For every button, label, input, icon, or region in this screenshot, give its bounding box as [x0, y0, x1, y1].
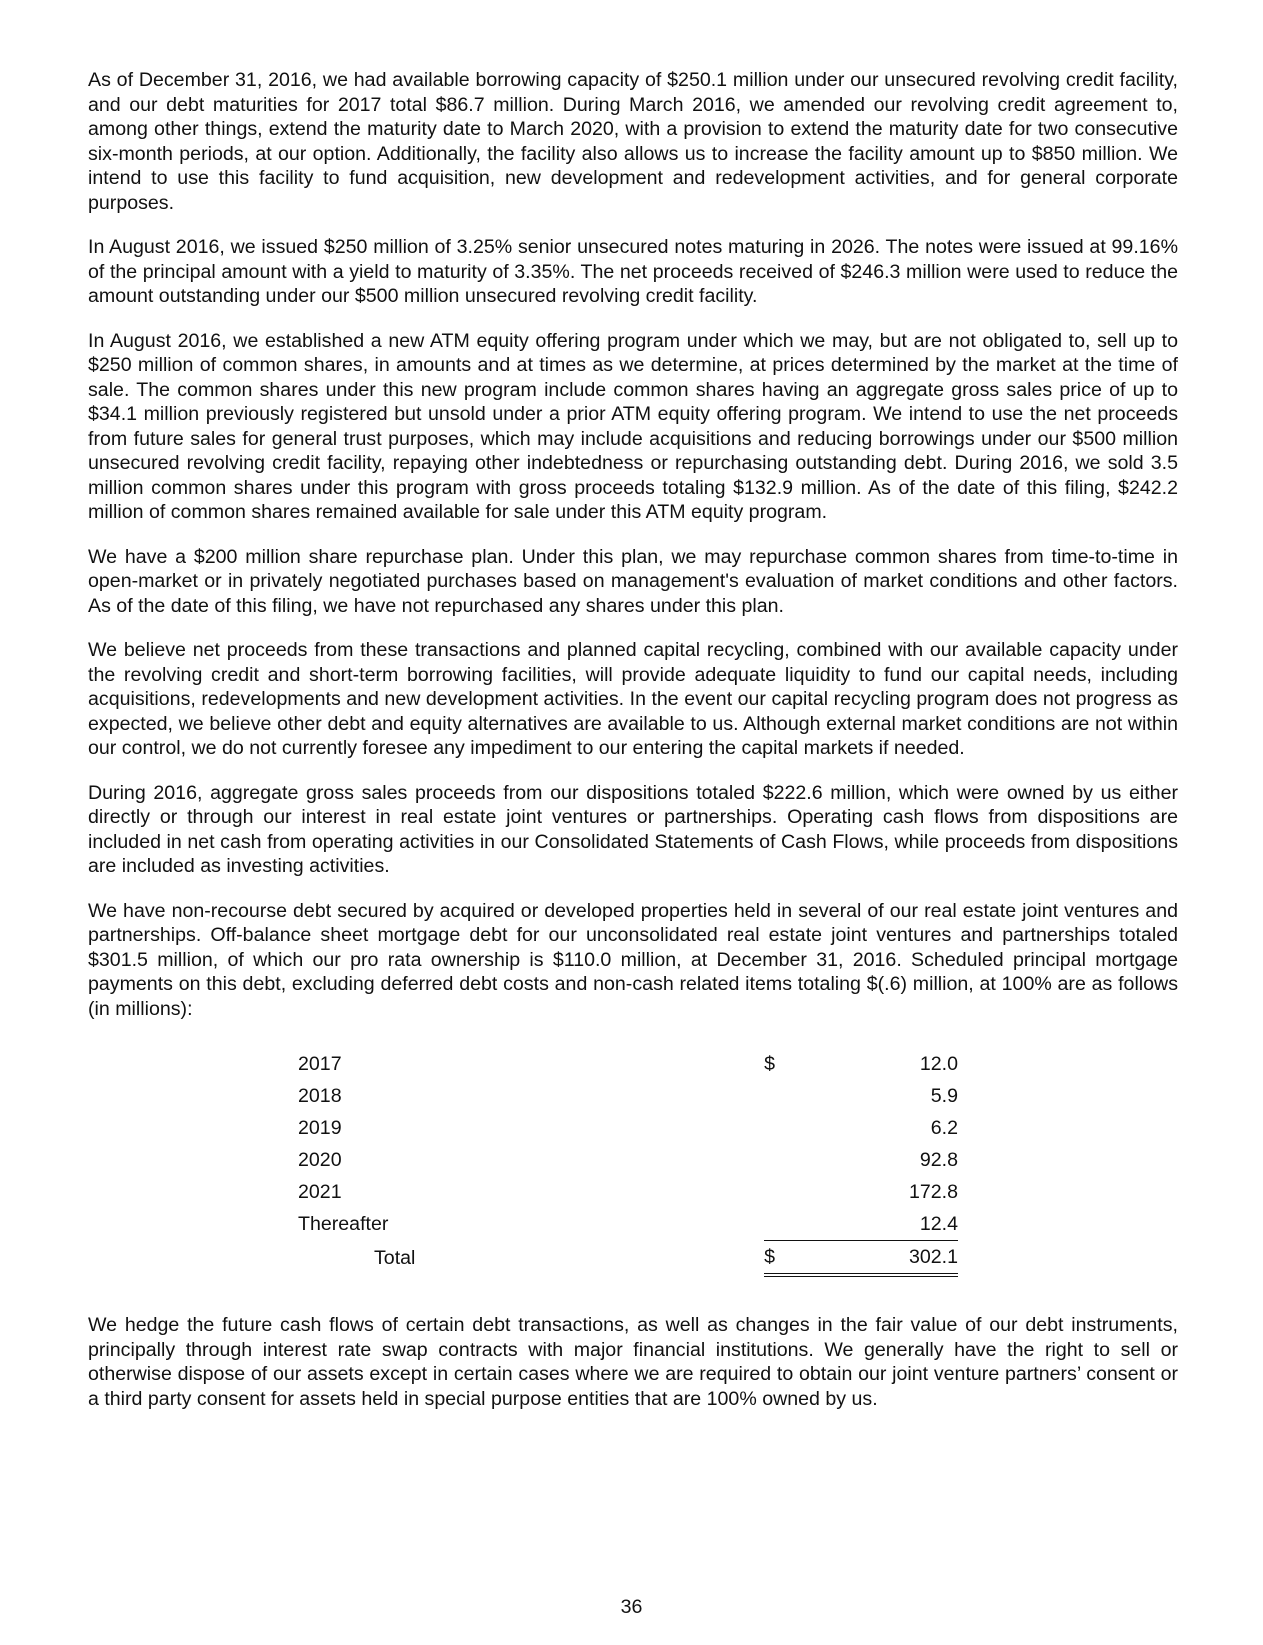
total-row — [298, 1241, 958, 1276]
row-year: 2018 — [298, 1084, 342, 1107]
paragraph-share-repurchase: We have a $200 million share repurchase plan. Under this plan, we may repurchase common shares from time-to-time in open-market or in privately negotiated purchases based on management's evaluation of market conditions and other factors. As of the date of this filing, we have not repurchased any shares under this plan. — [88, 545, 1178, 617]
total-amount: 302.1 — [800, 1241, 958, 1276]
row-year: 2020 — [298, 1148, 342, 1171]
total-label: Total — [374, 1246, 416, 1269]
document-page — [88, 68, 1178, 1431]
table-row — [298, 1208, 958, 1241]
row-currency — [764, 1176, 800, 1208]
row-currency — [764, 1080, 800, 1112]
table-row — [298, 1144, 958, 1176]
row-year: 2017 — [298, 1052, 342, 1075]
row-year: Thereafter — [298, 1213, 389, 1235]
paragraph-non-recourse-debt: We have non-recourse debt secured by acquired or developed properties held in several of our real estate joint ventures and partnerships. Off-balance sheet mortgage debt for our unconsolidated real estate joint ventures and partnerships totaled $301.5 million, of which our pro rata ownership is $110.0 million, at December 31, 2016. Scheduled principal mortgage payments on this debt, excluding deferred debt costs and non-cash related items totaling $(.6) million, at 100% are as follows (in millions): — [88, 899, 1178, 1020]
paragraph-liquidity: We believe net proceeds from these transactions and planned capital recycling, combined with our available capacity under the revolving credit and short-term borrowing facilities, will provide adequate liquidity to fund our capital needs, including acquisitions, redevelopments and new development activities. In the event our capital recycling program does not progress as expected, we believe other debt and equity alternatives are available to us. Although external market conditions are not within our control, we do not currently foresee any impediment to our entering the capital markets if needed. — [88, 639, 1178, 759]
paragraph-hedging: We hedge the future cash flows of certain debt transactions, as well as changes in the fair value of our debt instruments, principally through interest rate swap contracts with major financial institutions. We generally have the right to sell or otherwise dispose of our assets except in certain cases where we are required to obtain our joint venture partners’ consent or a third party consent for assets held in special purpose entities that are 100% owned by us. — [88, 1314, 1178, 1410]
total-currency: $ — [764, 1241, 800, 1276]
table-row — [298, 1176, 958, 1208]
paragraph-senior-notes: In August 2016, we issued $250 million of 3.25% senior unsecured notes maturing in 2026. The notes were issued at 99.16% of the principal amount with a yield to maturity of 3.35%. The net proceeds received of $246.3 million were used to reduce the amount outstanding under our $500 million unsecured revolving credit facility. — [88, 236, 1178, 307]
row-amount: 92.8 — [919, 1148, 958, 1171]
row-amount: 5.9 — [930, 1084, 958, 1107]
schedule-table — [298, 1048, 958, 1277]
row-currency — [764, 1112, 800, 1144]
row-year: 2019 — [298, 1116, 342, 1139]
table-row — [298, 1080, 958, 1112]
mortgage-payment-schedule — [298, 1048, 1068, 1277]
page-number: 36 — [620, 1596, 643, 1618]
row-currency: $ — [764, 1052, 775, 1075]
row-year: 2021 — [298, 1180, 342, 1203]
row-amount: 12.4 — [800, 1208, 958, 1241]
row-amount: 6.2 — [930, 1116, 958, 1139]
row-amount: 12.0 — [919, 1052, 958, 1075]
paragraph-atm-program: In August 2016, we established a new ATM equity offering program under which we may, but are not obligated to, sell up to $250 million of common shares, in amounts and at times as we determine, at prices determined by the market at the time of sale. The common shares under this new program include common shares having an aggregate gross sales price of up to $34.1 million previously registered but unsold under a prior ATM equity offering program. We intend to use the net proceeds from future sales for general trust purposes, which may include acquisitions and reducing borrowings under our $500 million unsecured revolving credit facility, repaying other indebtedness or repurchasing outstanding debt. During 2016, we sold 3.5 million common shares under this program with gross proceeds totaling $132.9 million. As of the date of this filing, $242.2 million of common shares remained available for sale under this ATM equity program. — [88, 329, 1178, 523]
row-currency — [764, 1208, 800, 1241]
row-amount: 172.8 — [908, 1180, 958, 1203]
paragraph-dispositions: During 2016, aggregate gross sales proceeds from our dispositions totaled $222.6 million, which were owned by us either directly or through our interest in real estate joint ventures or partnerships. Operating cash flows from dispositions are included in net cash from operating activities in our Consolidated Statements of Cash Flows, while proceeds from dispositions are included as investing activities. — [88, 781, 1178, 877]
table-row — [298, 1048, 958, 1080]
paragraph-borrowing-capacity: As of December 31, 2016, we had available borrowing capacity of $250.1 million under our unsecured revolving credit facility, and our debt maturities for 2017 total $86.7 million. During March 2016, we amended our revolving credit agreement to, among other things, extend the maturity date to March 2020, with a provision to extend the maturity date for two consecutive six-month periods, at our option. Additionally, the facility also allows us to increase the facility amount up to $850 million. We intend to use this facility to fund acquisition, new development and redevelopment activities, and for general corporate purposes. — [88, 69, 1178, 214]
table-row — [298, 1112, 958, 1144]
row-currency — [764, 1144, 800, 1176]
